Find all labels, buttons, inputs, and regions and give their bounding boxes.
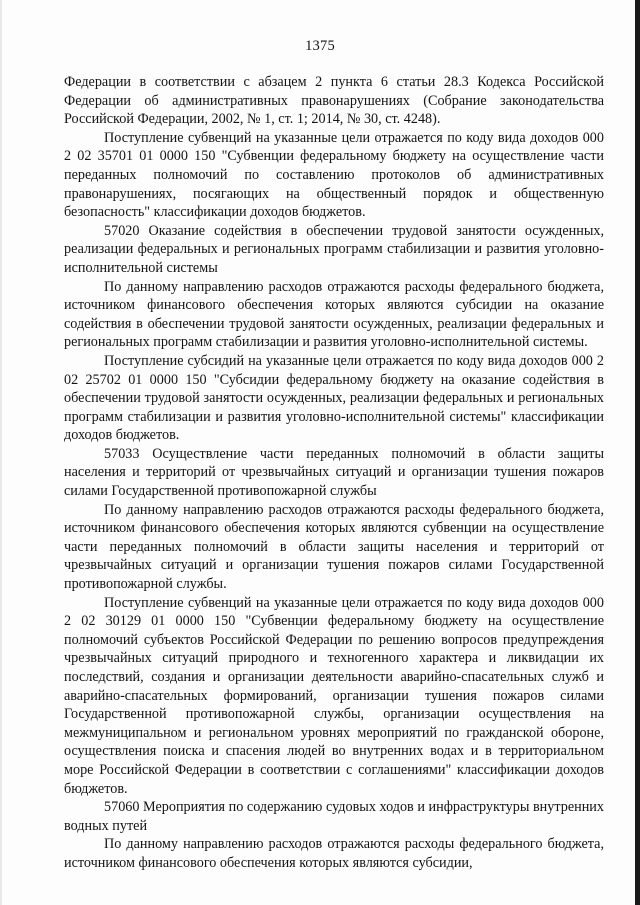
paragraph-57033-expenses: По данному направлению расходов отражаются расходы федерального бюджета, источником финансового обеспечения которых являются субвенции на осуществление части переданных полномочий в области защиты населения и территорий от чрезвычайных ситуаций и организации тушения пожаров силами Государственной противопожарной службы. <box>64 501 604 593</box>
paragraph-57033-receipt: Поступление субвенций на указанные цели отражается по коду вида доходов 000 2 02 30129 01 0000 150 "Субвенции федеральному бюджету на осуществление полномочий субъектов Российской Федерации по решению вопросов предупреждения чрезвычайных ситуаций природного и техногенного характера и ликвидации их последствий, создания и организации деятельности аварийно-спасательных служб и аварийно-спасательных формирований, организации тушения пожаров силами Государственной противопожарной службы, организации осуществления на межмуниципальном и региональном уровнях мероприятий по гражданской обороне, осуществления поиска и спасения людей во внутренних водах и в территориальном море Российской Федерации в соответствии с соглашениями" классификации доходов бюджетов. <box>64 594 604 797</box>
page-edge-left <box>0 0 2 905</box>
paragraph-subvention-receipt: Поступление субвенций на указанные цели отражается по коду вида доходов 000 2 02 35701 01 0000 150 "Субвенции федеральному бюджету на осуществление части переданных полномочий по составлению протоколов об административных правонарушениях, посягающих на общественный порядок и общественную безопасность" классификации доходов бюджетов. <box>64 129 604 221</box>
page-number: 1375 <box>305 38 335 54</box>
heading-57033: 57033 Осуществление части переданных полномочий в области защиты населения и территорий от чрезвычайных ситуаций и организации тушения пожаров силами Государственной противопожарной службы <box>64 445 604 500</box>
scan-edge-right <box>635 0 640 905</box>
paragraph-57020-receipt: Поступление субсидий на указанные цели отражается по коду вида доходов 000 2 02 25702 01 0000 150 "Субсидии федеральному бюджету на оказание содействия в обеспечении трудовой занятости осужденных, реализации федеральных и региональных программ стабилизации и развития уголовно-исполнительной системы" классификации доходов бюджетов. <box>64 352 604 444</box>
paragraph-continuation: Федерации в соответствии с абзацем 2 пункта 6 статьи 28.3 Кодекса Российской Федерации об административных правонарушениях (Собрание законодательства Российской Федерации, 2002, № 1, ст. 1; 2014, № 30, ст. 4248). <box>64 74 604 128</box>
paragraph-57060-expenses: По данному направлению расходов отражаются расходы федерального бюджета, источником финансового обеспечения которых являются субсидии, <box>64 836 604 871</box>
document-body <box>64 73 604 873</box>
paragraph-57020-expenses: По данному направлению расходов отражаются расходы федерального бюджета, источником финансового обеспечения которых являются субсидии на оказание содействия в обеспечении трудовой занятости осужденных, реализации федеральных и региональных программ стабилизации и развития уголовно-исполнительной системы. <box>64 278 604 351</box>
heading-57020: 57020 Оказание содействия в обеспечении трудовой занятости осужденных, реализации федеральных и региональных программ стабилизации и развития уголовно-исполнительной системы <box>64 222 604 276</box>
heading-57060: 57060 Мероприятия по содержанию судовых ходов и инфраструктуры внутренних водных путей <box>64 799 604 834</box>
